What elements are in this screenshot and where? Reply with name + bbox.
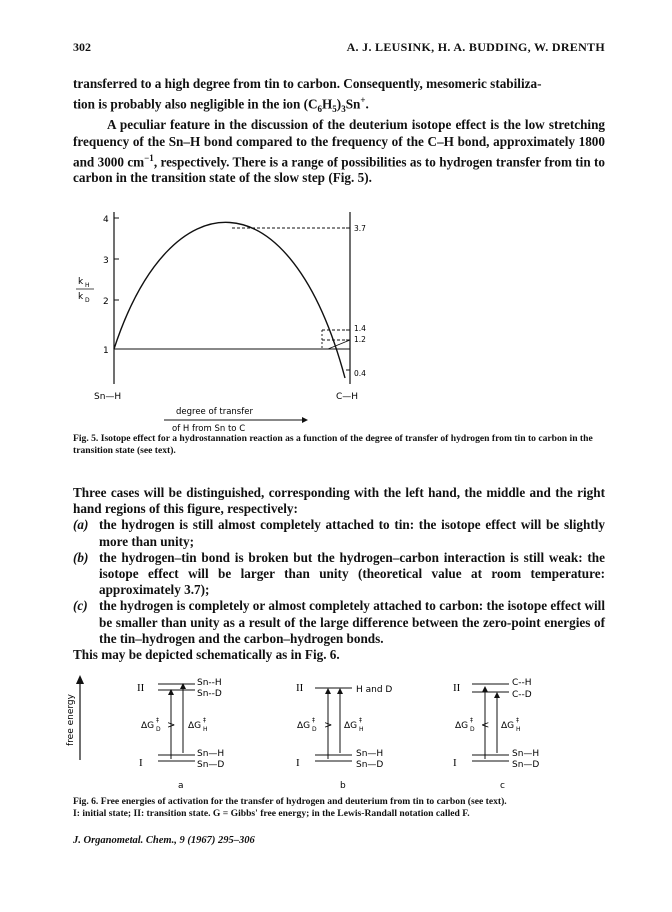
svg-text:D: D <box>156 726 161 733</box>
journal-footer: J. Organometal. Chem., 9 (1967) 295–306 <box>73 835 255 846</box>
panel-c <box>453 678 539 791</box>
svg-text:I: I <box>296 757 300 769</box>
svg-text:‡: ‡ <box>203 717 206 724</box>
cases-section <box>73 485 605 663</box>
svg-text:H: H <box>85 282 90 289</box>
svg-text:D: D <box>470 726 475 733</box>
figure-6-diagram <box>60 672 620 794</box>
svg-text:ΔG: ΔG <box>344 721 358 731</box>
y-tick-1: 1 <box>103 346 109 356</box>
svg-text:<: < <box>481 720 490 731</box>
svg-text:Sn—D: Sn—D <box>356 760 384 770</box>
intro-line-1: transferred to a high degree from tin to carbon. Consequently, mesomeric stabiliza- <box>73 76 542 91</box>
value-0-4: 0.4 <box>354 369 366 378</box>
value-1-4: 1.4 <box>354 324 366 333</box>
case-a: (a) the hydrogen is still almost completely attached to tin: the isotope effect will be slightly more than unity; <box>73 517 605 549</box>
y-tick-3: 3 <box>103 256 109 266</box>
svg-text:‡: ‡ <box>516 717 519 724</box>
svg-text:D: D <box>85 297 90 304</box>
svg-text:II: II <box>453 682 461 694</box>
case-b: (b) the hydrogen–tin bond is broken but the hydrogen–carbon interaction is still weak: the isotope effect will be larger than unity (theoretical value at room temperature: approximately 3.7); <box>73 549 605 598</box>
svg-text:ΔG: ΔG <box>141 721 155 731</box>
svg-text:Sn—H: Sn—H <box>197 749 225 759</box>
isotope-paragraph: A peculiar feature in the discussion of the deuterium isotope effect is the low stretching frequency of the Sn–H bond compared to the frequency of the C–H bond, approximately 1800 and 3000 $cm^{-1}$, respectively. There is a range of possibilities as to hydrogen transfer from tin to carbon in the transition state of the slow step (Fig. 5). <box>73 117 605 186</box>
svg-text:C--H: C--H <box>512 678 532 688</box>
c-h-label: C—H <box>336 392 359 402</box>
figure-6-caption-line1: Fig. 6. Free energies of activation for the transfer of hydrogen and deuterium from tin to carbon (see text). <box>73 796 507 807</box>
y-tick-2: 2 <box>103 297 109 307</box>
svg-text:>: > <box>324 720 333 731</box>
author-line: A. J. LEUSINK, H. A. BUDDING, W. DRENTH <box>346 40 605 54</box>
svg-text:D: D <box>312 726 317 733</box>
svg-text:a: a <box>178 781 184 791</box>
x-label-line2: of H from Sn to C <box>172 424 246 434</box>
figure-5-plot <box>60 198 620 448</box>
svg-text:H: H <box>516 726 521 733</box>
free-energy-label: free energy <box>66 694 76 746</box>
svg-text:ΔG: ΔG <box>188 721 202 731</box>
svg-text:I: I <box>139 757 143 769</box>
svg-text:>: > <box>167 720 176 731</box>
svg-text:‡: ‡ <box>156 717 159 724</box>
svg-text:c: c <box>500 781 505 791</box>
figure-6-caption <box>73 796 613 820</box>
cases-outro: This may be depicted schematically as in Fig. 6. <box>73 647 340 663</box>
svg-text:C--D: C--D <box>512 690 532 700</box>
svg-text:II: II <box>296 682 304 694</box>
svg-text:Sn--H: Sn--H <box>197 678 222 688</box>
svg-text:Sn—D: Sn—D <box>197 760 225 770</box>
svg-text:‡: ‡ <box>312 717 315 724</box>
figure-5-caption: Fig. 5. Isotope effect for a hydrostannation reaction as a function of the degree of transfer of hydrogen from tin to carbon in the transition state (see text). <box>73 433 593 456</box>
svg-text:Sn—H: Sn—H <box>512 749 540 759</box>
svg-text:k: k <box>78 277 84 287</box>
svg-text:ΔG: ΔG <box>297 721 311 731</box>
panel-a <box>137 678 224 791</box>
svg-text:Sn—D: Sn—D <box>512 760 540 770</box>
svg-text:H and D: H and D <box>356 685 393 695</box>
svg-text:Sn—H: Sn—H <box>356 749 384 759</box>
figure-6-caption-line2: I: initial state; II: transition state. G = Gibbs' free energy; in the Lewis-Randall notation called F. <box>73 808 470 819</box>
svg-text:‡: ‡ <box>470 717 473 724</box>
y-tick-4: 4 <box>103 215 109 225</box>
svg-text:II: II <box>137 682 145 694</box>
y-axis-label <box>76 277 94 304</box>
svg-text:I: I <box>453 757 457 769</box>
svg-text:H: H <box>203 726 208 733</box>
x-label-line1: degree of transfer <box>176 407 253 417</box>
svg-text:H: H <box>359 726 364 733</box>
svg-text:ΔG: ΔG <box>501 721 515 731</box>
svg-text:k: k <box>78 292 84 302</box>
value-3-7: 3.7 <box>354 224 366 233</box>
sn-h-label: Sn—H <box>94 392 122 402</box>
isotope-curve <box>114 222 345 378</box>
intro-line-2: tion is probably also negligible in the ion $(C_6H_5)_3Sn^+$. <box>73 95 369 115</box>
case-c: (c) the hydrogen is completely or almost completely attached to carbon: the isotope effect will be smaller than unity as a result of the large difference between the zero-point energies of the tin–hydrogen and the carbon–hydrogen bonds. <box>73 598 605 646</box>
panel-b <box>296 682 392 791</box>
value-1-2: 1.2 <box>354 335 366 344</box>
page-number: 302 <box>73 40 91 54</box>
svg-text:‡: ‡ <box>359 717 362 724</box>
svg-text:b: b <box>340 781 346 791</box>
cases-intro: Three cases will be distinguished, corresponding with the left hand, the middle and the right hand regions of this figure, respectively: <box>73 485 605 517</box>
intro-paragraph <box>73 76 605 187</box>
svg-text:ΔG: ΔG <box>455 721 469 731</box>
svg-text:Sn--D: Sn--D <box>197 689 222 699</box>
